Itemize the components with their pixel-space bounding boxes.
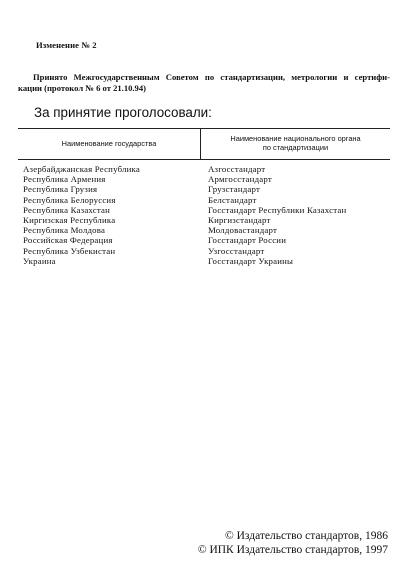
organ-cell: Азгосстандарт: [208, 164, 266, 174]
adoption-statement-line-1: Принято Межгосударственным Советом по стандартизации, метрологии и сертифи-: [33, 72, 390, 82]
state-cell: Республика Белоруссия: [23, 194, 116, 205]
organ-cell: Госстандарт Украины: [208, 255, 294, 266]
table-header-rule: [18, 159, 390, 160]
state-cell: Украина: [23, 255, 56, 266]
state-cell: Азербайджанская Республика: [23, 164, 140, 174]
organ-cell: Киргизстандарт: [208, 215, 271, 226]
organ-cell: Грузстандарт: [208, 184, 261, 195]
copyright-line-1: © Издательство стандартов, 1986: [224, 530, 388, 542]
state-cell: Республика Молдова: [23, 225, 106, 236]
header-organ: [201, 134, 390, 152]
adoption-statement-line-2: кации (протокол № 6 от 21.10.94): [18, 83, 147, 93]
state-cell: Российская Федерация: [23, 235, 113, 246]
organ-cell: Молдовастандарт: [208, 225, 278, 236]
organ-cell: Госстандарт Республики Казахстан: [208, 204, 347, 215]
voted-title: За принятие проголосовали:: [34, 105, 212, 120]
adoption-statement: [18, 72, 390, 94]
header-organ-line-1: Наименование национального органа: [230, 134, 361, 143]
state-cell: Киргизская Республика: [23, 215, 116, 226]
state-cell: Республика Казахстан: [23, 204, 111, 215]
state-cell: Республика Грузия: [23, 184, 98, 195]
organ-list: [208, 164, 346, 266]
header-organ-line-2: по стандартизации: [262, 143, 329, 152]
copyright-block: [198, 530, 388, 557]
state-cell: Республика Армения: [23, 174, 106, 185]
organ-cell: Белстандарт: [208, 194, 257, 205]
amendment-heading: Изменение № 2: [36, 40, 97, 50]
copyright-line-2: © ИПК Издательство стандартов, 1997: [197, 543, 388, 556]
organ-cell: Узгосстандарт: [208, 245, 265, 256]
state-list: [23, 164, 140, 266]
state-cell: Республика Узбекистан: [23, 245, 116, 256]
voting-table: [18, 128, 390, 266]
organ-cell: Госстандарт России: [208, 235, 287, 246]
organ-cell: Армгосстандарт: [208, 174, 272, 185]
header-state: Наименование государства: [61, 139, 157, 148]
table-top-rule: [18, 128, 390, 129]
